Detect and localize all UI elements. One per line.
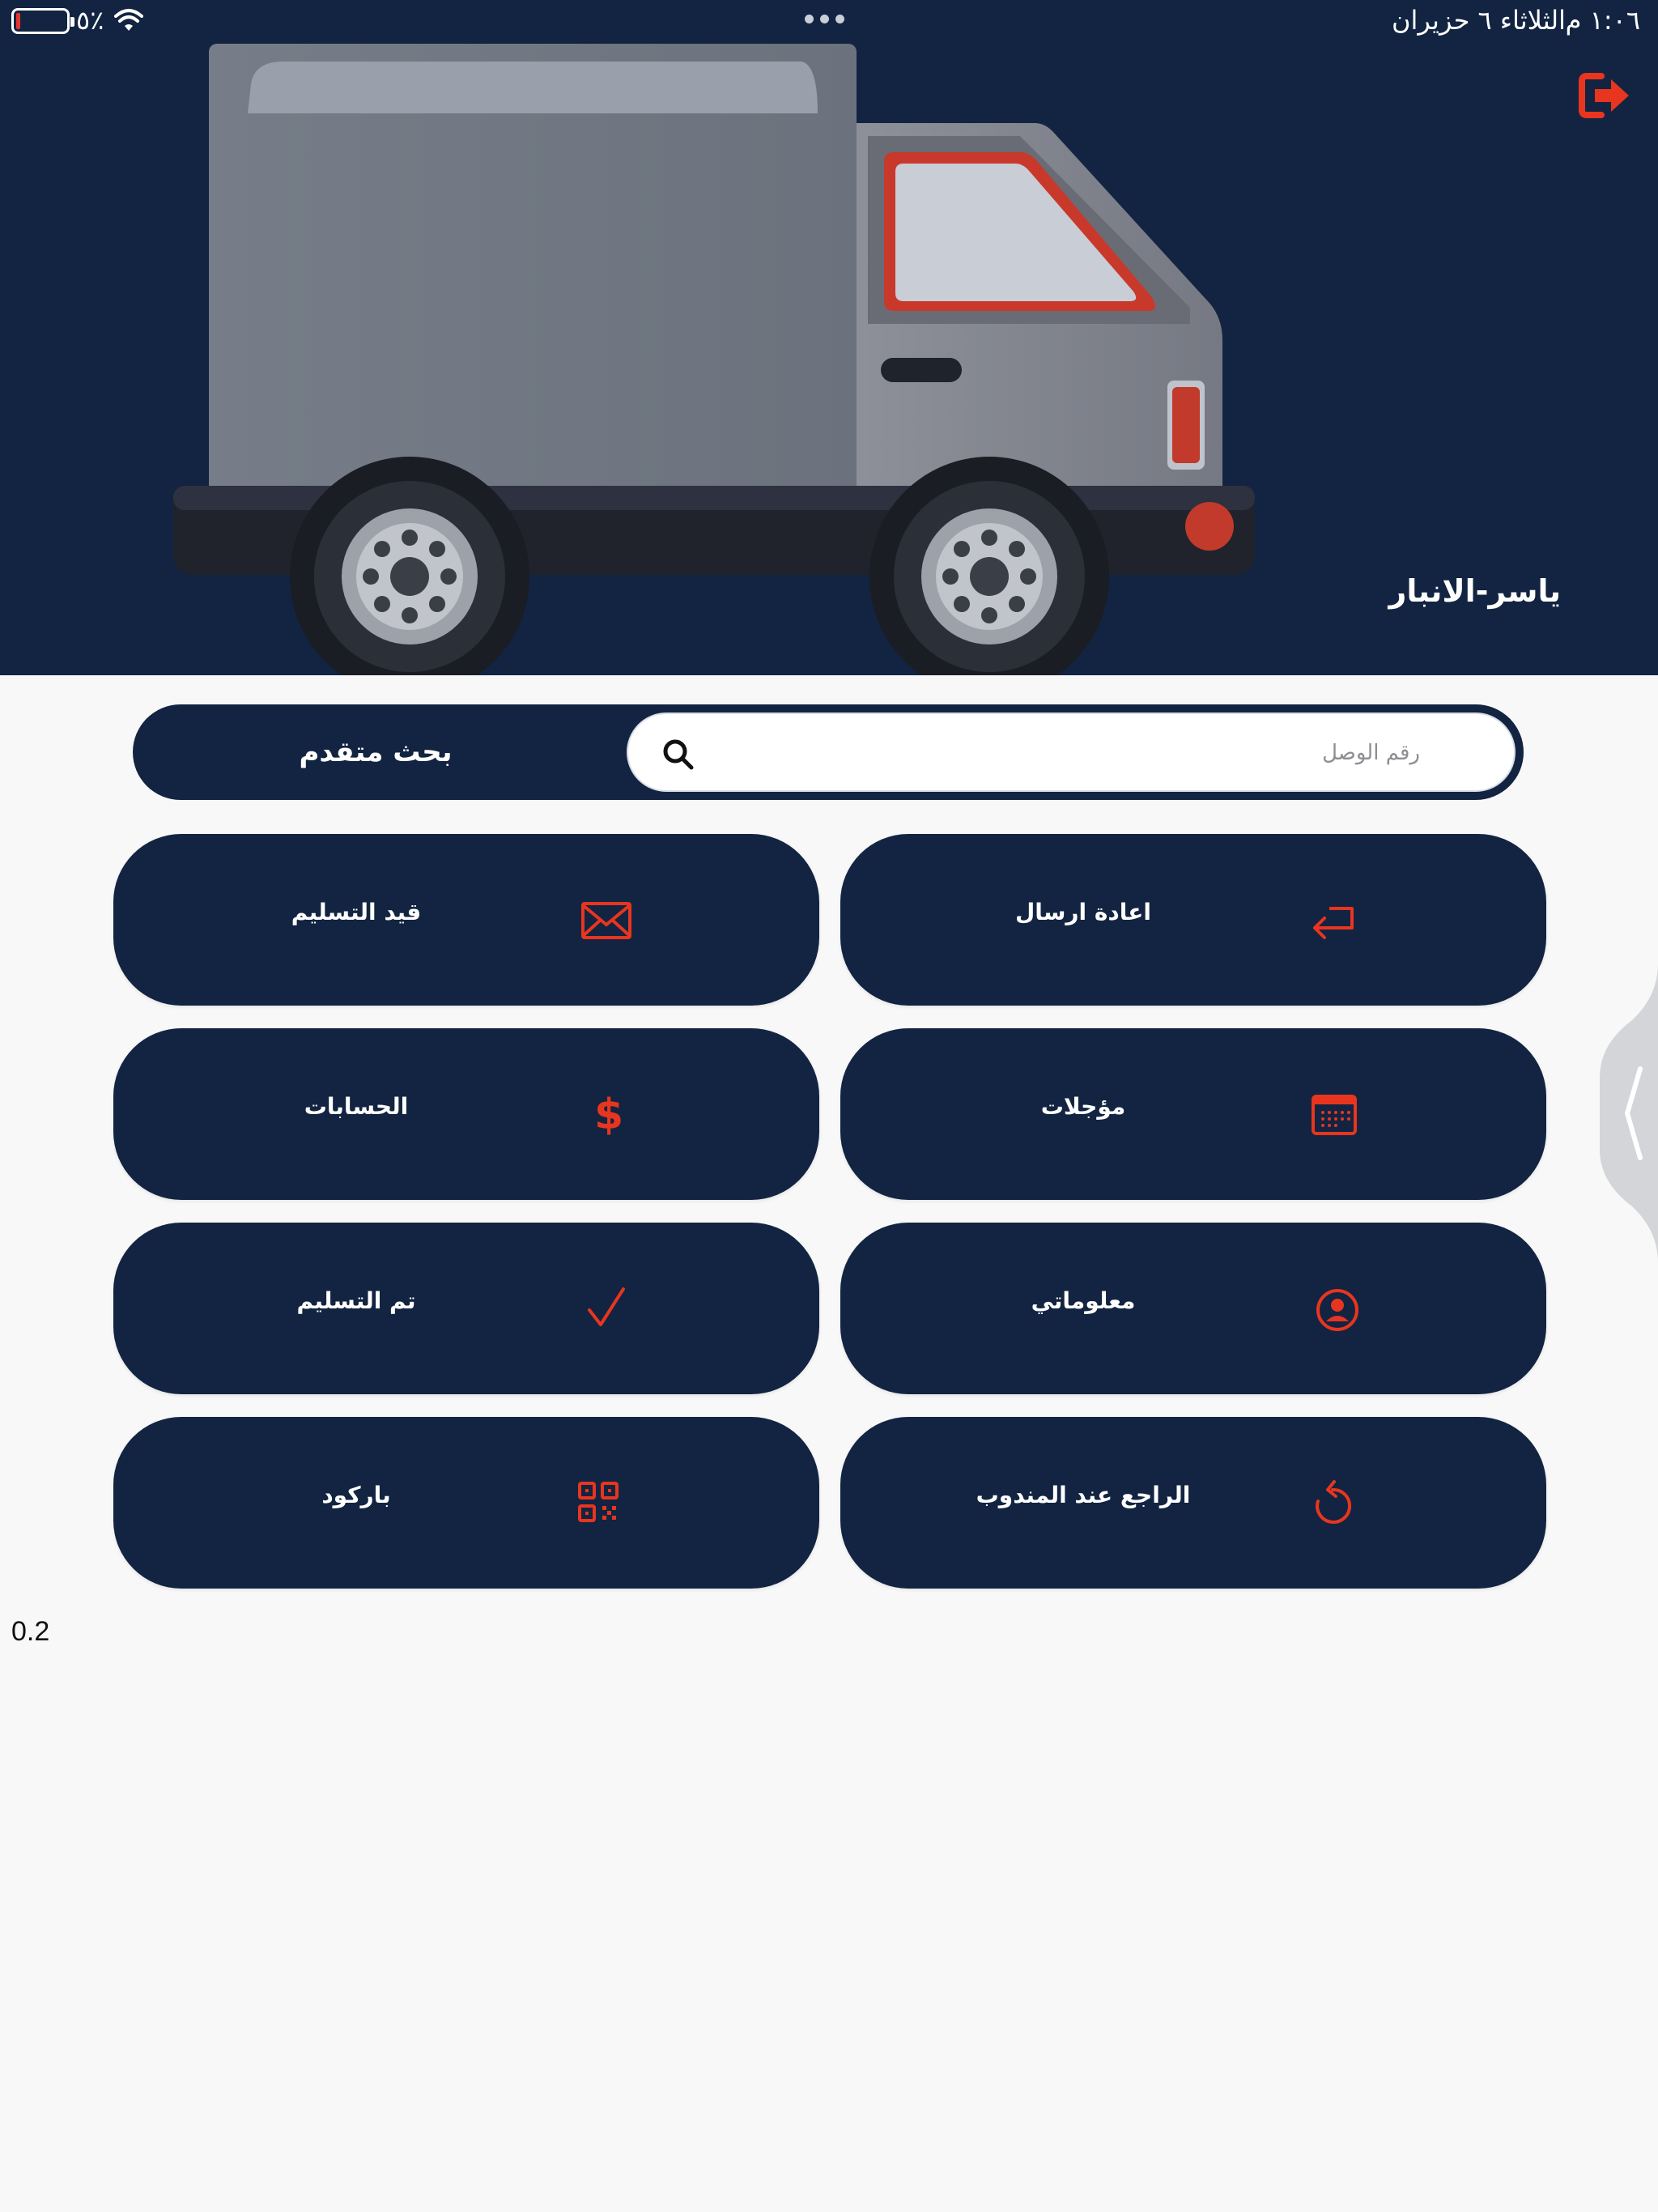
tile-my-info[interactable] (840, 1223, 1546, 1394)
svg-text:$: $ (594, 1091, 624, 1139)
tile-label: الحسابات (304, 1093, 409, 1120)
search-icon[interactable] (659, 735, 699, 776)
tile-resend[interactable] (840, 834, 1546, 1006)
app-version: 0.2 (11, 1616, 50, 1647)
tile-delivered[interactable] (113, 1223, 819, 1394)
user-name: ياسر-الانبار (1388, 573, 1561, 609)
header-banner (0, 0, 1658, 675)
qr-code-icon (578, 1475, 635, 1530)
status-date: الثلاثاء ٦ حزيران (1391, 5, 1566, 36)
tile-label: الراجع عند المندوب (976, 1482, 1191, 1508)
status-time: ١:٠٦ م (1565, 5, 1640, 36)
tile-label: قيد التسليم (291, 899, 422, 925)
advanced-search-button[interactable]: بحث متقدم (299, 736, 453, 768)
logout-icon[interactable] (1577, 71, 1634, 120)
user-circle-icon (1305, 1281, 1362, 1336)
envelope-icon (578, 892, 635, 947)
battery-percentage: ٥٪ (76, 5, 104, 36)
tile-label: معلوماتي (1031, 1287, 1136, 1314)
battery-icon (11, 8, 70, 34)
undo-icon (1305, 1475, 1362, 1530)
tile-postponed[interactable] (840, 1028, 1546, 1200)
calendar-icon (1305, 1087, 1362, 1142)
tile-label: مؤجلات (1040, 1093, 1126, 1120)
return-arrow-icon (1305, 892, 1362, 947)
tile-pending-delivery[interactable] (113, 834, 819, 1006)
receipt-number-input[interactable] (724, 729, 1420, 777)
tile-label: باركود (321, 1482, 391, 1508)
multitasking-dots-icon[interactable] (805, 15, 844, 23)
search-bar (133, 704, 1524, 800)
tile-barcode[interactable] (113, 1417, 819, 1589)
tile-accounts[interactable] (113, 1028, 819, 1200)
tile-label: تم التسليم (296, 1287, 416, 1314)
tile-returned-with-courier[interactable] (840, 1417, 1546, 1589)
search-field[interactable] (622, 708, 1520, 797)
truck-illustration (162, 32, 1263, 675)
checkmark-icon (578, 1281, 635, 1336)
side-drawer-handle[interactable] (1600, 963, 1658, 1263)
tile-label: اعادة ارسال (1015, 899, 1151, 925)
wifi-icon (113, 8, 144, 34)
dollar-icon (578, 1087, 635, 1142)
